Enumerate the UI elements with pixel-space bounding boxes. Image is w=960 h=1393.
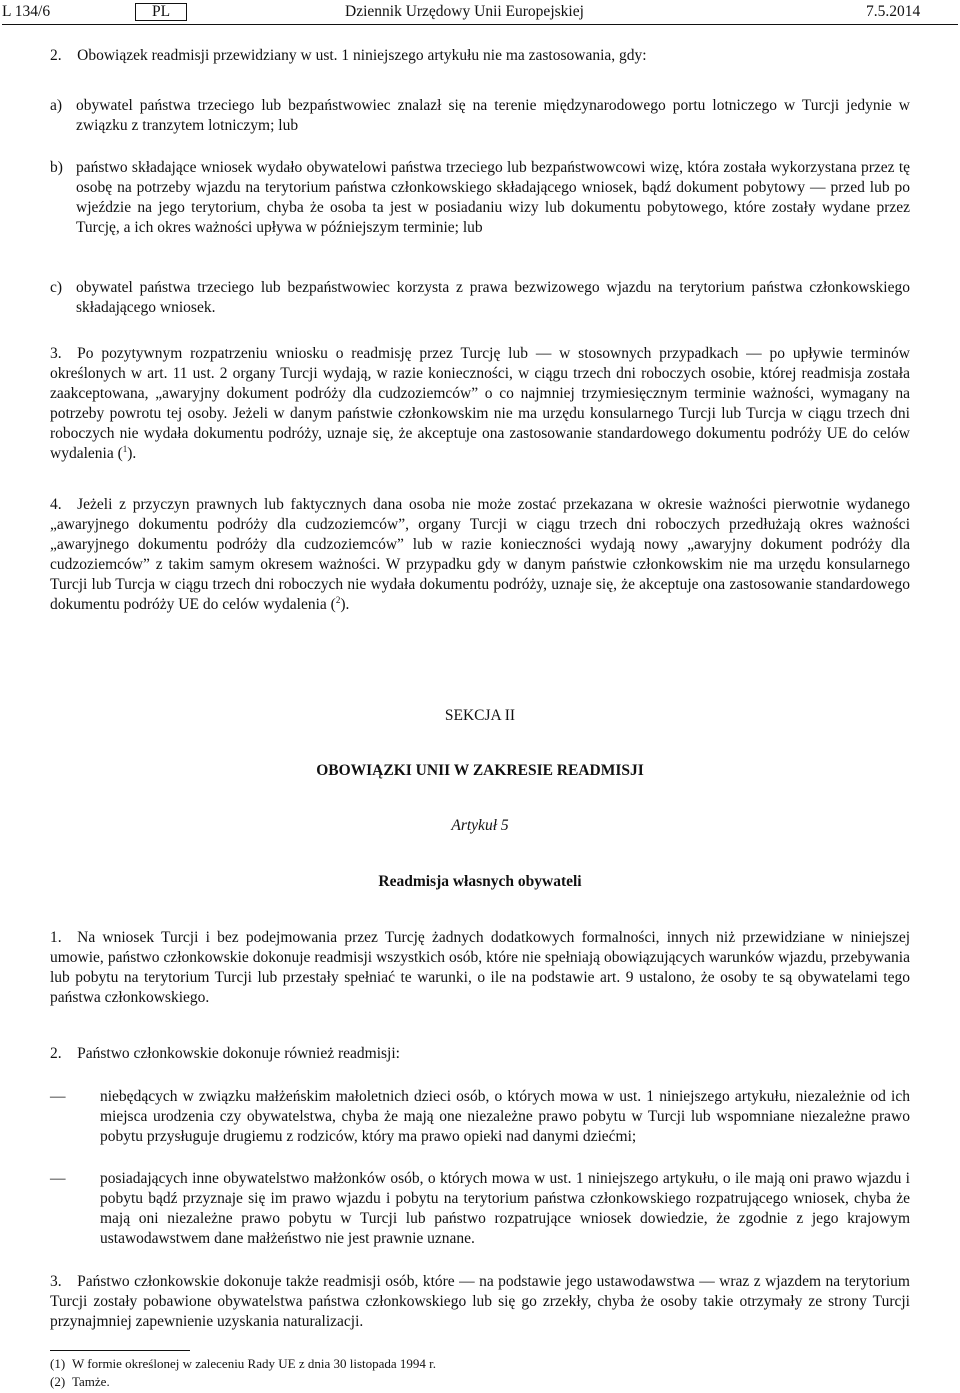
footnote-separator — [50, 1350, 190, 1351]
footnote-ref-2[interactable]: 2 — [335, 594, 341, 605]
footnote-1 — [50, 1356, 910, 1372]
paragraph-3-end: ). — [127, 445, 137, 462]
publication-date: 7.5.2014 — [866, 3, 921, 20]
list-text-b: państwo składające wniosek wydało obywatelowi państwa trzeciego lub bezpaństwowcowi wizę, która została wykorzystana przez tę osobę na potrzeby wjazdu na terytorium państwa członkowskiego składającego wniosek, bądź dokument pobytowy — przed lub po wjeździe na jego terytorium, chyba że osoba ta jest w posiadaniu wizy lub dokumentu pobytowego, które zostały wydane przez Turcję, a ich okres ważności upływa w późniejszym terminie; lub — [76, 159, 910, 236]
language-badge: PL — [135, 3, 187, 21]
page-header — [0, 0, 960, 26]
article-title: Readmisja własnych obywateli — [378, 873, 582, 890]
article-paragraph-3: 3. Państwo członkowskie dokonuje także readmisji osób, które — na podstawie jego ustawodawstwa — wraz z wjazdem na terytorium Turcji zostały pobawione obywatelstwa państwa członkowskiego lub się go zrzekły, chyba że osoby takie otrzymały ze strony Turcji przynajmniej zapewnienie uzyskania naturalizacji. — [50, 1273, 910, 1330]
list-item-b — [50, 158, 910, 238]
page-reference: L 134/6 — [2, 3, 51, 20]
section-title: OBOWIĄZKI UNII W ZAKRESIE READMISJI — [316, 762, 644, 779]
list-text-a: obywatel państwa trzeciego lub bezpaństwowiec znalazł się na terenie międzynarodowego portu lotniczego w Turcji jedynie w związku z tranzytem lotniczym; lub — [76, 97, 910, 134]
paragraph-4-end: ). — [340, 596, 350, 613]
list-item-c — [50, 278, 910, 318]
list-item-a — [50, 96, 910, 136]
paragraph-3 — [50, 344, 910, 464]
paragraph-2-intro: 2. Obowiązek readmisji przewidziany w ust. 1 niniejszego artykułu nie ma zastosowania, gdy: — [50, 47, 647, 64]
footnote-2 — [50, 1374, 910, 1390]
paragraph-3-text: 3. Po pozytywnym rozpatrzeniu wniosku o readmisję przez Turcję lub — w stosownych przypadkach — po upływie terminów określonych w art. 11 ust. 2 organy Turcji wydają, w razie konieczności, w ciągu trzech dni roboczych osobie, której readmisja została zaakceptowana, „awaryjny dokument podróży dla cudzoziemców” o co najmniej trzymiesięcznym terminie ważności, wymagany na potrzeby powrotu tej osoby. Jeżeli w danym państwie członkowskim nie ma urzędu konsularnego Turcji lub Turcja w ciągu trzech dni roboczych nie wydała dokumentu podróży, uznaje się, że akceptuje ona zastosowanie standardowego dokumentu podróży UE do celów wydalenia ( — [50, 345, 910, 462]
paragraph-4 — [50, 495, 910, 615]
dash-text-2: posiadających inne obywatelstwo małżonków osób, o których mowa w ust. 1 niniejszego artykułu, o ile mają oni prawo wjazdu i pobytu bądź przyznaje się im prawo wjazdu i pobytu na terytorium państwa członkowskiego rozpatrującego wniosek, chyba że mają oni niezależne prawo pobytu w Turcji lub państwo rozpatrujące wniosek dowiedzie, że zgodnie z jego krajowym ustawodawstwem dane małżeństwo nie jest prawnie uznane. — [100, 1170, 910, 1247]
footnote-text-1: W formie określonej w zaleceniu Rady UE z dnia 30 listopada 1994 r. — [72, 1356, 437, 1371]
dash-marker-2: — — [50, 1170, 66, 1187]
footnote-number-2: (2) — [50, 1374, 66, 1389]
list-label-a: a) — [50, 97, 63, 114]
list-label-c: c) — [50, 279, 63, 296]
dash-text-1: niebędących w związku małżeńskim małoletnich dzieci osób, o których mowa w ust. 1 niniejszego artykułu, niezależnie od ich miejsca urodzenia czy obywatelstwa, chyba że mają one niezależne prawo pobytu w Turcji lub wspomniane niezależne prawo pobytu przysługuje drugiemu z rodziców, który ma prawo opieki nad danymi dziećmi; — [100, 1088, 910, 1145]
dash-item-1 — [50, 1087, 910, 1147]
article-number: Artykuł 5 — [451, 817, 509, 834]
article-paragraph-1: 1. Na wniosek Turcji i bez podejmowania przez Turcję żadnych dodatkowych formalności, innych niż przewidziane w niniejszej umowie, państwo członkowskie dokonuje readmisji wszystkich osób, które nie spełniają obowiązujących warunków wjazdu, przebywania lub pobytu na terytorium Turcji lub przestały spełniać te warunki, o ile na podstawie art. 9 ustalono, że osoby te są obywatelami tego państwa członkowskiego. — [50, 929, 910, 1006]
footnote-text-2: Tamże. — [72, 1374, 110, 1389]
list-text-c: obywatel państwa trzeciego lub bezpaństwowiec korzysta z prawa bezwizowego wjazdu na terytorium państwa członkowskiego składającego wniosek. — [76, 279, 910, 316]
list-label-b: b) — [50, 159, 63, 176]
article-paragraph-2-intro: 2. Państwo członkowskie dokonuje również readmisji: — [50, 1045, 400, 1062]
journal-title: Dziennik Urzędowy Unii Europejskiej — [345, 3, 584, 20]
dash-marker-1: — — [50, 1088, 66, 1105]
dash-item-2 — [50, 1169, 910, 1249]
section-label: SEKCJA II — [444, 707, 516, 724]
footnote-number-1: (1) — [50, 1356, 66, 1371]
footnote-ref-1[interactable]: 1 — [122, 443, 128, 454]
header-rule — [2, 24, 958, 25]
paragraph-4-text: 4. Jeżeli z przyczyn prawnych lub faktycznych dana osoba nie może zostać przekazana w okresie ważności pierwotnie wydanego „awaryjnego dokumentu podróży dla cudzoziemców”, organy Turcji w ciągu trzech dni roboczych przedłużają okres ważności „awaryjnego dokumentu podróży dla cudzoziemców” lub w razie konieczności wydają nowy „awaryjny dokument podróży dla cudzoziemców” z takim samym okresem ważności. W przypadku gdy w danym państwie członkowskim nie ma urzędu konsularnego Turcji lub Turcja w ciągu trzech dni roboczych nie wydała dokumentu podróży, uznaje się, że akceptuje ona zastosowanie standardowego dokumentu podróży UE do celów wydalenia ( — [50, 496, 910, 613]
